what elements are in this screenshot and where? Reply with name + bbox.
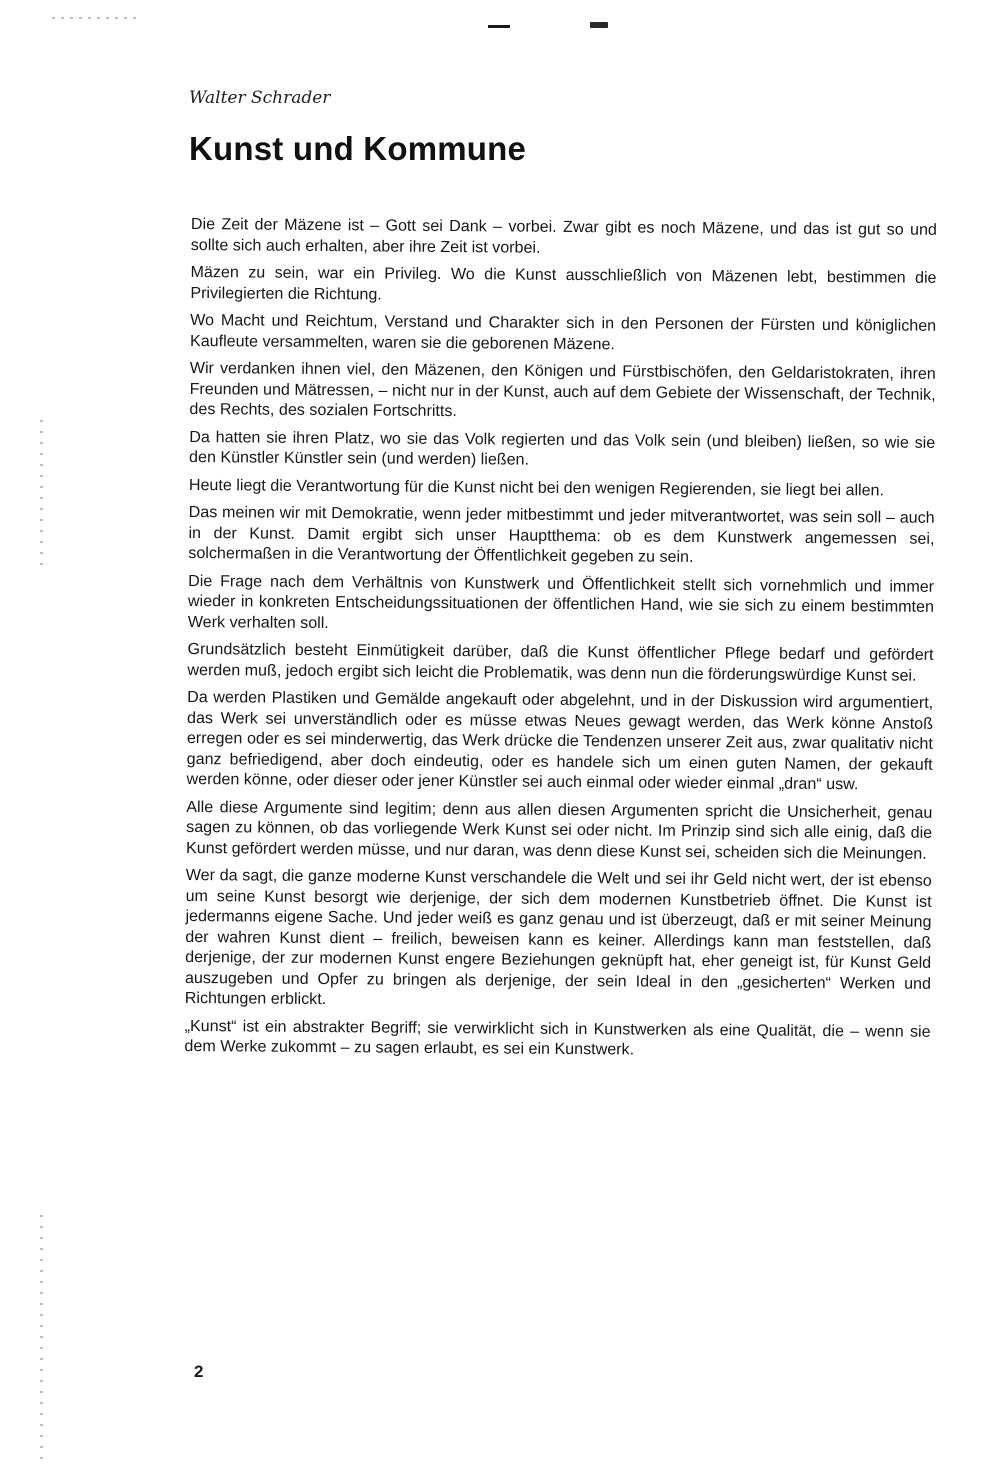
margin-artifact-lower	[40, 1215, 43, 1460]
paragraph-8: Die Frage nach dem Verhältnis von Kunstwerk und Öffentlichkeit stellt sich vornehmlich und immer wieder in konkreten Entscheidungssituationen der öffentlichen Hand, wie sie sich zu einem bestimmten Werk verhalten soll.	[187, 571, 935, 632]
paragraph-6: Heute liegt die Verantwortung für die Kunst nicht bei den wenigen Regierenden, sie liegt bei allen.	[188, 475, 885, 499]
article-title: Kunst und Kommune	[189, 130, 527, 167]
paragraph-4: Wir verdanken ihnen viel, den Mäzenen, den Königen und Fürstbischöfen, den Geldaristokraten, ihren Freunden und Mätressen, – nicht nur in der Kunst, auch auf dem Gebiete der Wissenschaft, der Technik, des Rechts, des sozialen Fortschritts.	[189, 358, 936, 421]
page-number: 2	[194, 1362, 204, 1381]
margin-artifact-upper	[40, 420, 43, 570]
paragraph-9: Grundsätzlich besteht Einmütigkeit darüber, daß die Kunst öffentlicher Pflege bedarf und gefördert werden muß, jedoch ergibt sich leicht die Problematik, was denn nun die förderungswürdige Kunst sei.	[187, 639, 934, 685]
paragraph-11: Alle diese Argumente sind legitim; denn aus allen diesen Argumenten spricht die Unsicherheit, genau sagen zu können, ob das vorliegende Werk Kunst sei oder nicht. Im Prinzip sind sich alle einig, daß die Kunst gefördert werden müsse, und nur daran, was denn diese Kunst sei, scheiden sich die Meinungen.	[185, 797, 933, 863]
paragraph-13: „Kunst“ ist ein abstrakter Begriff; sie verwirklicht sich in Kunstwerken als eine Qualität, die – wenn sie dem Werke zukommt – zu sagen erlaubt, es sei ein Kunstwerk.	[184, 1016, 931, 1059]
scan-artifact-blob	[590, 22, 608, 28]
paragraph-12: Wer da sagt, die ganze moderne Kunst verschandele die Welt und sei ihr Geld nicht wert, der ist ebenso um seine Kunst besorgt wie derjenige, der sich dem modernen Kunstbetrieb öffnet. Die Kunst ist jedermanns eigene Sache. Und jeder weiß es ganz genau und ist überzeugt, daß er mit seiner Meinung der wahren Kunst dient – freilich, beweisen kann es keiner. Allerdings kann man feststellen, daß derjenige, der zur modernen Kunst engere Beziehungen geknüpft hat, eher geneigt ist, für Kunst Geld auszugeben und Opfer zu bringen als derjenige, der sein Ideal in den „gesicherten“ Werken und Richtungen erblickt.	[184, 865, 932, 1009]
paragraph-3: Wo Macht und Reichtum, Verstand und Charakter sich in den Personen der Fürsten und königlichen Kaufleute versammelten, waren sie die geborenen Mäzene.	[189, 310, 937, 353]
paragraph-7: Das meinen wir mit Demokratie, wenn jeder mitbestimmt und jeder mitverantwortet, was sein soll – auch in der Kunst. Damit ergibt sich unser Hauptthema: ob es dem Kunstwerk angemessen sei, solchermaßen in die Verantwortung der Öffentlichkeit gegeben zu sein.	[188, 502, 935, 566]
article-body	[184, 214, 937, 1069]
scan-artifact-dash	[488, 25, 510, 28]
paragraph-2: Mäzen zu sein, war ein Privileg. Wo die Kunst ausschließlich von Mäzenen lebt, bestimmen die Privilegierten die Richtung.	[190, 262, 937, 304]
paragraph-10: Da werden Plastiken und Gemälde angekauft oder abgelehnt, und in der Diskussion wird argumentiert, das Werk sei unverständlich oder es müsse etwas Neues gewagt werden, das Werk könne Anstoß erregen oder es sei minderwertig, das Werk drücke die Tendenzen unserer Zeit aus, zwar qualitativ nicht ganz befriedigend, aber doch eindeutig, oder es handele sich um einen guten Namen, der gekauft werden könne, oder dieser oder jener Künstler sei auch einmal oder wieder einmal „dran“ usw.	[186, 687, 934, 794]
scan-artifact-specks	[52, 17, 142, 19]
author-name: Walter Schrader	[189, 88, 331, 108]
paragraph-5: Da hatten sie ihren Platz, wo sie das Volk regierten und das Volk sein (und bleiben) ließen, so wie sie den Künstler Künstler sein (und werden) ließen.	[189, 427, 936, 469]
paragraph-1: Die Zeit der Mäzene ist – Gott sei Dank – vorbei. Zwar gibt es noch Mäzene, und das ist gut so und sollte sich auch erhalten, aber ihre Zeit ist vorbei.	[190, 214, 937, 257]
